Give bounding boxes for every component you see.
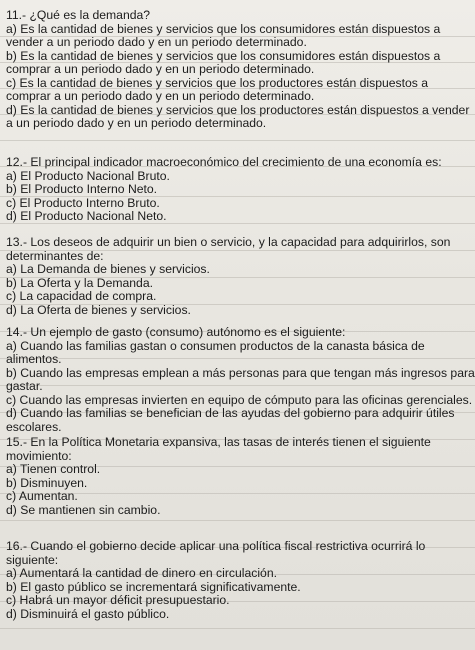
option-b: b) Es la cantidad de bienes y servicios que los consumidores están dispuestos a	[6, 48, 441, 63]
option-c: c) Habrá un mayor déficit presupuestario.	[6, 593, 230, 607]
option-a: a) Tienen control.	[6, 462, 101, 476]
option-c: c) Es la cantidad de bienes y servicios que los productores están dispuestos a	[6, 75, 429, 90]
option-a-cont: alimentos.	[6, 352, 62, 366]
question-stem-cont: determinantes de:	[6, 248, 104, 263]
question-12	[6, 156, 467, 224]
question-13	[6, 236, 467, 317]
question-stem: 11.- ¿Qué es la demanda?	[6, 8, 151, 22]
option-a: a) Cuando las familias gastan o consumen productos de la canasta básica de	[6, 338, 425, 353]
option-d: d) Disminuirá el gasto público.	[6, 606, 170, 621]
option-d: d) Es la cantidad de bienes y servicios que los productores están dispuestos a vender	[6, 102, 470, 117]
option-b: b) Disminuyen.	[6, 475, 88, 490]
ruled-line	[0, 140, 475, 141]
option-d: d) La Oferta de bienes y servicios.	[6, 302, 191, 317]
question-15	[6, 436, 467, 517]
ruled-line	[0, 520, 475, 521]
option-d: d) Se mantienen sin cambio.	[6, 502, 161, 517]
option-b: b) El gasto público se incrementará significativamente.	[6, 579, 301, 594]
question-stem: 16.- Cuando el gobierno decide aplicar una política fiscal restrictiva ocurrirá lo	[6, 539, 426, 553]
option-b-cont: comprar a un periodo dado y en un periodo determinado.	[6, 62, 315, 76]
option-a: a) Es la cantidad de bienes y servicios que los consumidores están dispuestos a	[6, 21, 441, 36]
option-c: c) El Producto Interno Bruto.	[6, 195, 160, 210]
option-c: c) Cuando las empresas invierten en equipo de cómputo para las oficinas gerenciales.	[6, 392, 473, 407]
option-a: a) El Producto Nacional Bruto.	[6, 168, 170, 183]
question-stem: 14.- Un ejemplo de gasto (consumo) autónomo es el siguiente:	[6, 325, 346, 339]
option-b: b) La Oferta y la Demanda.	[6, 275, 153, 290]
question-stem: 15.- En la Política Monetaria expansiva, las tasas de interés tienen el siguiente	[6, 435, 431, 449]
option-a: a) Aumentará la cantidad de dinero en circulación.	[6, 566, 277, 580]
option-d-cont: escolares.	[6, 419, 62, 434]
question-stem: 12.- El principal indicador macroeconómico del crecimiento de una economía es:	[6, 155, 442, 169]
question-stem-cont: siguiente:	[6, 552, 59, 567]
option-a: a) La Demanda de bienes y servicios.	[6, 262, 210, 276]
option-d: d) Cuando las familias se benefician de las ayudas del gobierno para adquirir útiles	[6, 406, 455, 420]
option-c: c) Aumentan.	[6, 489, 78, 503]
option-b: b) El Producto Interno Neto.	[6, 182, 158, 196]
question-stem-cont: movimiento:	[6, 448, 72, 463]
option-d-cont: a un periodo dado y en un periodo determinado.	[6, 116, 267, 130]
option-c-cont: comprar a un periodo dado y en un periodo determinado.	[6, 89, 315, 103]
ruled-line	[0, 628, 475, 629]
option-b: b) Cuando las empresas emplean a más personas para que tengan más ingresos para	[6, 365, 475, 380]
question-11	[6, 8, 470, 131]
question-stem: 13.- Los deseos de adquirir un bien o servicio, y la capacidad para adquirirlos, son	[6, 235, 451, 249]
option-d: d) El Producto Nacional Neto.	[6, 209, 167, 223]
question-16	[6, 540, 467, 621]
option-b-cont: gastar.	[6, 379, 43, 393]
option-c: c) La capacidad de compra.	[6, 289, 157, 303]
option-a-cont: vender a un periodo dado y en un periodo determinado.	[6, 35, 307, 49]
question-14	[6, 325, 475, 434]
